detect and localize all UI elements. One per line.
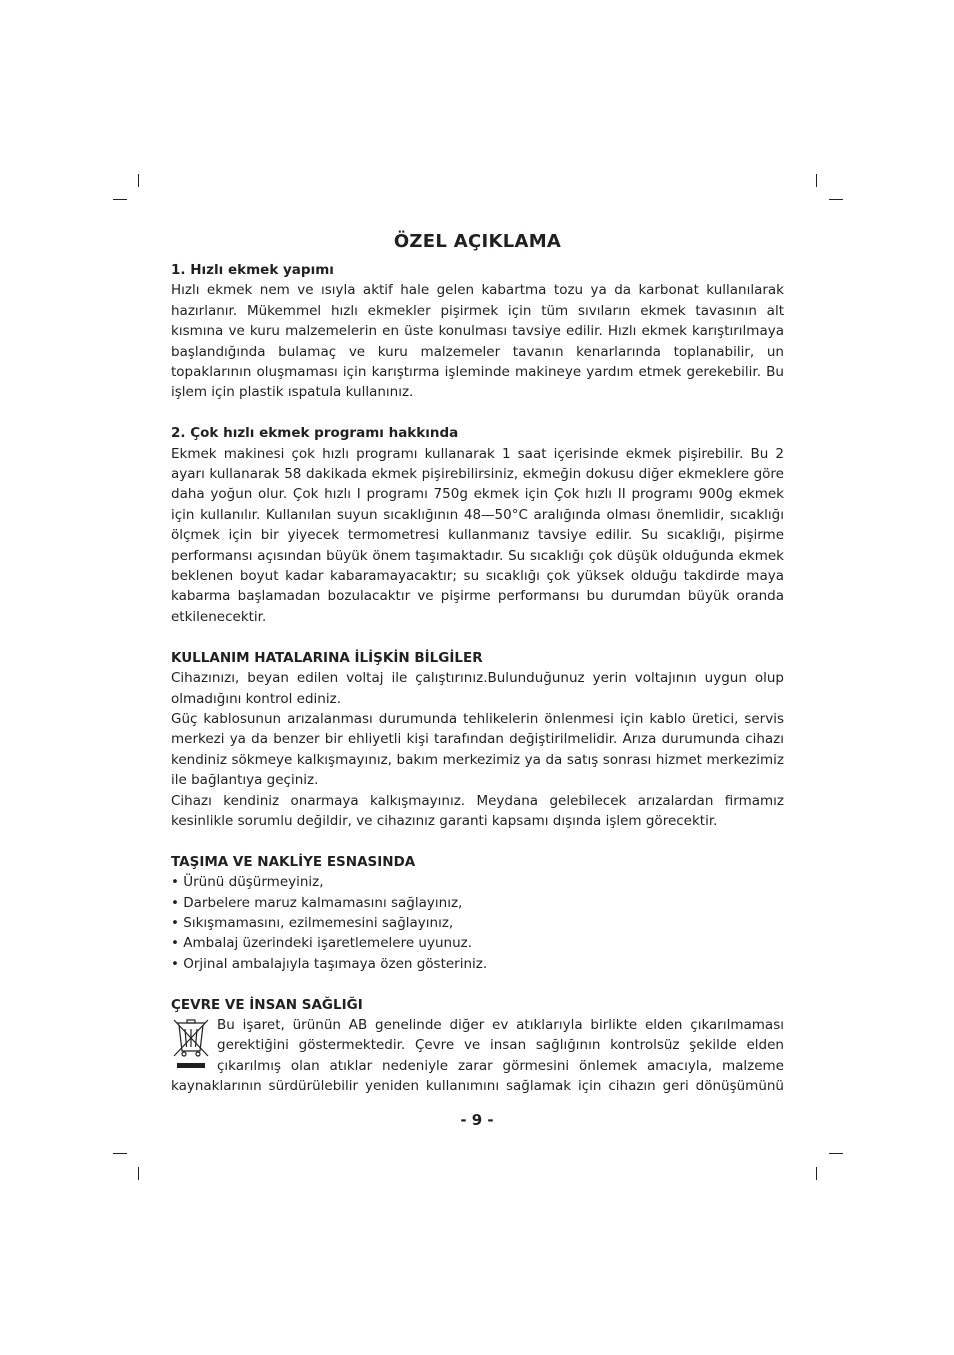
crop-mark: [816, 1167, 817, 1180]
section-transport: [171, 852, 784, 974]
section-paragraph: Ekmek makinesi çok hızlı programı kullanarak 1 saat içerisinde ekmek pişirebilir. Bu 2 ayarı kullanarak 58 dakikada ekmek pişirebilirsiniz, ekmeğin dokusu diğer ekmeklere göre daha yoğun olur. Çok hızlı I programı 750g ekmek için Çok hızlı II programı 900g ekmek için kullanılır. Kullanılan suyun sıcaklığının 48—50°C aralığında olması önemlidir, sıcaklığı ölçmek için bir yiyecek termometresi kullanmanız tavsiye edilir. Su sıcaklığı, pişirme performansı açısından büyük önem taşımaktadır. Su sıcaklığı çok düşük olduğunda ekmek beklenen boyut kadar kabaramayacaktır; su sıcaklığı çok yüksek olduğu takdirde maya kabarma başlamadan bozulacaktır ve pişirme performansı bu durumdan büyük oranda etkilenecektir.: [171, 445, 784, 625]
crop-mark: [816, 174, 817, 187]
list-item: • Orjinal ambalajıyla taşımaya özen gösteriniz.: [171, 955, 488, 972]
crop-mark: [829, 199, 843, 200]
section-fast-bread: [171, 260, 784, 403]
weee-line: Bu işaret, ürünün AB genelinde diğer ev atıklarıyla birlikte elden çıkarılmaması: [217, 1016, 784, 1033]
bullet-list: [171, 872, 784, 974]
crop-mark: [138, 1167, 139, 1180]
section-heading: 2. Çok hızlı ekmek programı hakkında: [171, 425, 459, 442]
section-paragraph: Güç kablosunun arızalanması durumunda tehlikelerin önlenmesi için kablo üretici, servis merkezi ya da benzer bir ehliyetli kişi tarafından değiştirilmelidir. Arıza durumunda cihazı kendiniz sökmeye kalkışmayınız, bakım merkezimiz ya da satış sonrası hizmet merkezimiz ile bağlantıya geçiniz.: [171, 710, 784, 789]
crop-mark: [113, 199, 127, 200]
section-very-fast: [171, 423, 784, 627]
weee-crossed-bin-icon: [171, 1017, 211, 1071]
weee-line: kaynaklarının sürdürülebilir yeniden kullanımını sağlamak için cihazın geri dönüşümünü: [171, 1078, 784, 1095]
section-environment: [171, 995, 784, 1097]
page-content: [171, 228, 784, 1097]
weee-line: çıkarılmış olan atıklar nedeniyle zarar görmesini önlemek amacıyla, malzeme: [217, 1057, 784, 1074]
page-title: ÖZEL AÇIKLAMA: [393, 231, 562, 252]
crop-mark: [138, 174, 139, 187]
section-heading: 1. Hızlı ekmek yapımı: [171, 262, 334, 278]
crop-mark: [113, 1153, 127, 1154]
list-item: • Darbelere maruz kalmamasını sağlayınız,: [171, 894, 463, 911]
page-number: - 9 -: [460, 1111, 494, 1129]
weee-line: gerektiğini göstermektedir. Çevre ve insan sağlığının kontrolsüz şekilde elden: [217, 1037, 784, 1054]
crop-mark: [829, 1153, 843, 1154]
section-heading: KULLANIM HATALARINA İLİŞKİN BİLGİLER: [171, 649, 483, 666]
section-paragraph: Hızlı ekmek nem ve ısıyla aktif hale gelen kabartma tozu ya da karbonat kullanılarak hazırlanır. Mükemmel hızlı ekmekler pişirmek için tüm sıvıların ekmek tavasının alt kısmına ve kuru malzemelerin en üste konulması tavsiye edilir. Hızlı ekmek karıştırılmaya başlandığında bulamaç ve kuru malzemeler tavanın kenarlarında toplanabilir, un topaklarının oluşmaması için karıştırma işleminde makineye yardım etmek gerekebilir. Bu işlem için plastik ıspatula kullanınız.: [171, 282, 784, 401]
weee-notice: [171, 1015, 784, 1097]
section-heading: TAŞIMA VE NAKLİYE ESNASINDA: [171, 853, 416, 870]
section-paragraph: Cihazı kendiniz onarmaya kalkışmayınız. Meydana gelebilecek arızalardan firmamız kesinlikle sorumlu değildir, ve cihazınız garanti kapsamı dışında işlem görecektir.: [171, 792, 784, 829]
list-item: • Sıkışmamasını, ezilmemesini sağlayınız,: [171, 914, 454, 931]
list-item: • Ürünü düşürmeyiniz,: [171, 874, 324, 891]
list-item: • Ambalaj üzerindeki işaretlemelere uyunuz.: [171, 935, 473, 952]
section-paragraph: Cihazınızı, beyan edilen voltaj ile çalıştırınız.Bulunduğunuz yerin voltajının uygun olup olmadığını kontrol ediniz.: [171, 670, 784, 707]
section-heading: ÇEVRE VE İNSAN SAĞLIĞI: [171, 996, 363, 1013]
section-usage-errors: [171, 648, 784, 832]
